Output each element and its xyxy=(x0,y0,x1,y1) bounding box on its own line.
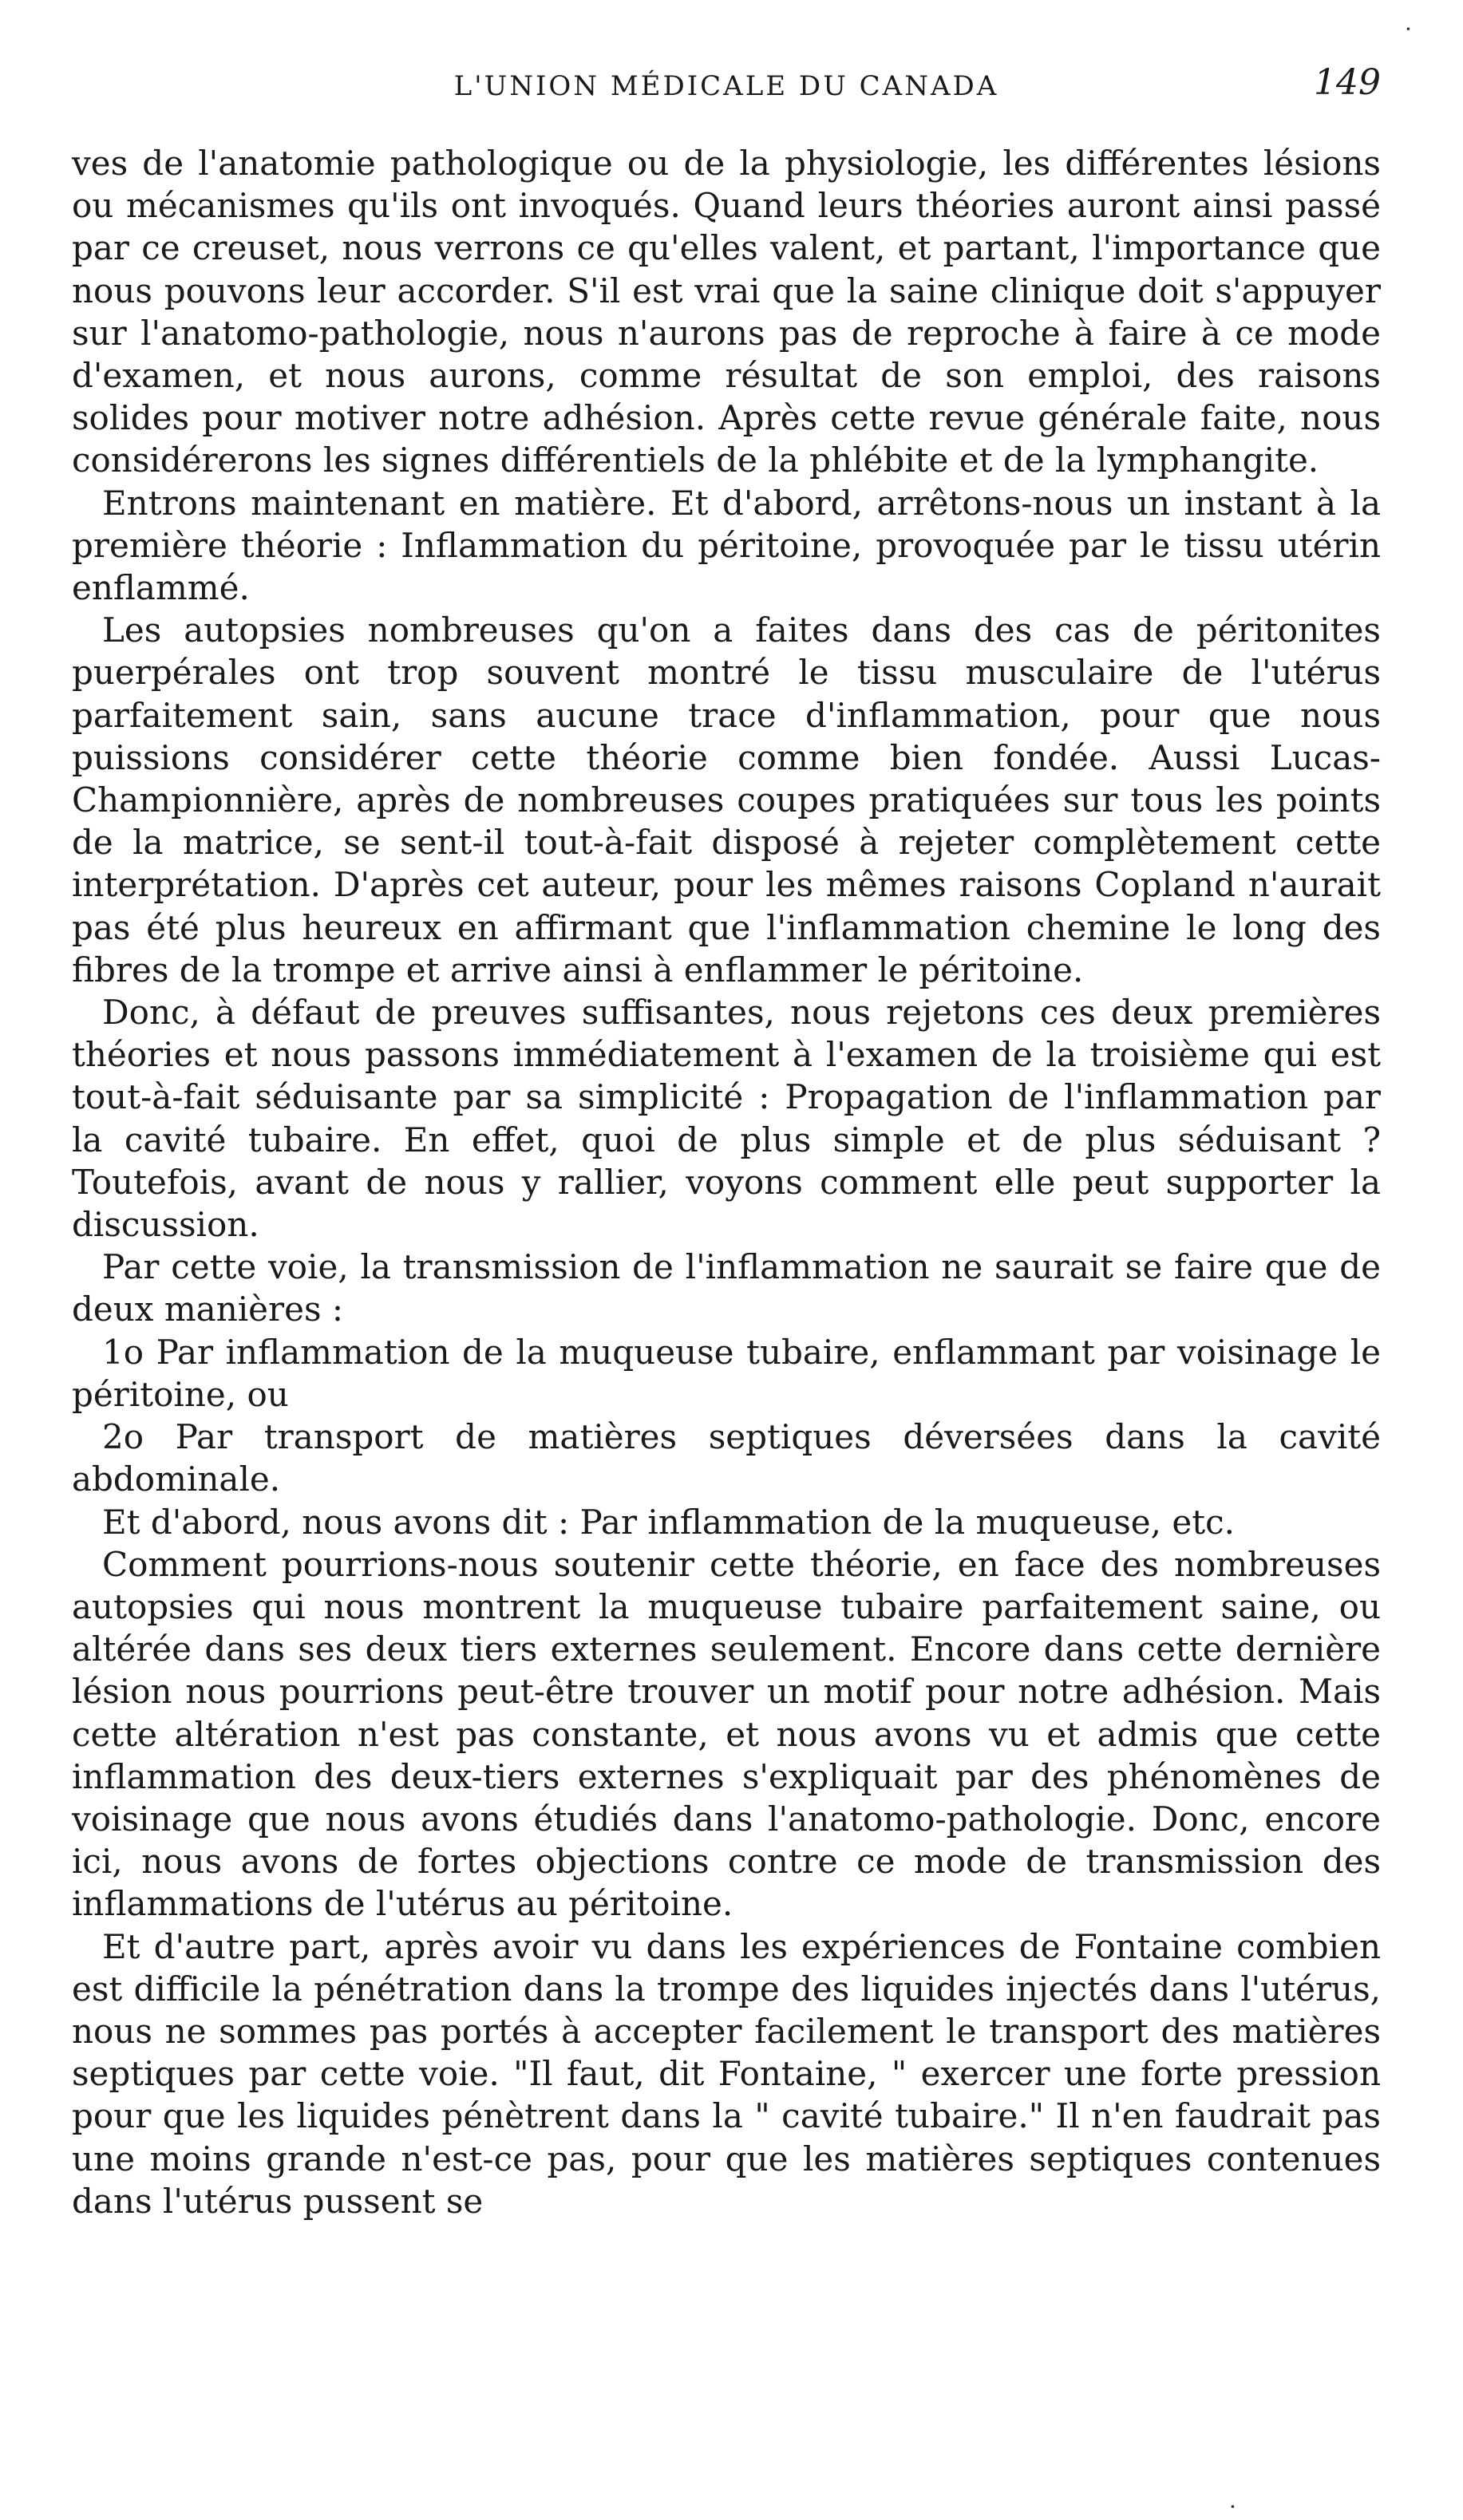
page-number: 149 xyxy=(1314,62,1381,103)
paragraph: Comment pourrions-nous soutenir cette théorie, en face des nombreuses autopsies qui nous montrent la muqueuse tubaire parfaitement saine, ou altérée dans ses deux tiers externes seulement. Encore dans cette dernière lésion nous pourrions peut-être trouver un motif pour notre adhésion. Mais cette altération n'est pas constante, et nous avons vu et admis que cette inflammation des deux-tiers externes s'expliquait par des phénomènes de voisinage que nous avons étudiés dans l'anatomo-pathologie. Donc, encore ici, nous avons de fortes objections contre ce mode de transmission des inflammations de l'utérus au péritoine. xyxy=(72,1544,1381,1924)
body-text xyxy=(72,142,1381,2222)
scan-speck: · xyxy=(1405,16,1412,42)
paragraph: Et d'abord, nous avons dit : Par inflammation de la muqueuse, etc. xyxy=(102,1502,1235,1542)
numbered-item: 2o Par transport de matières septiques déversées dans la cavité abdominale. xyxy=(72,1417,1381,1499)
paragraph: Entrons maintenant en matière. Et d'abord, arrêtons-nous un instant à la première théorie : Inflammation du péritoine, provoquée par le tissu utérin enflammé. xyxy=(72,483,1381,608)
running-head xyxy=(72,62,1381,110)
numbered-item: 1o Par inflammation de la muqueuse tubaire, enflammant par voisinage le péritoine, ou xyxy=(72,1332,1381,1414)
paragraph: Par cette voie, la transmission de l'inflammation ne saurait se faire que de deux manières : xyxy=(72,1247,1381,1329)
paragraph-continuation: ves de l'anatomie pathologique ou de la physiologie, les différentes lésions ou mécanismes qu'ils ont invoqués. Quand leurs théories auront ainsi passé par ce creuset, nous verrons ce qu'elles valent, et partant, l'importance que nous pouvons leur accorder. S'il est vrai que la saine clinique doit s'appuyer sur l'anatomo-pathologie, nous n'aurons pas de reproche à faire à ce mode d'examen, et nous aurons, comme résultat de son emploi, des raisons solides pour motiver notre adhésion. Après cette revue générale faite, nous considérerons les signes différentiels de la phlébite et de la lymphangite. xyxy=(72,144,1381,480)
journal-title: L'UNION MÉDICALE DU CANADA xyxy=(453,70,999,102)
paragraph: Et d'autre part, après avoir vu dans les expériences de Fontaine combien est difficile la pénétration dans la trompe des liquides injectés dans l'utérus, nous ne sommes pas portés à accepter facilement le transport des matières septiques par cette voie. "Il faut, dit Fontaine, " exercer une forte pression pour que les liquides pénètrent dans la " cavité tubaire." Il n'en faudrait pas une moins grande n'est-ce pas, pour que les matières septiques contenues dans l'utérus pussent se xyxy=(72,1926,1381,2221)
paragraph: Donc, à défaut de preuves suffisantes, nous rejetons ces deux premières théories et nous passons immédiatement à l'examen de la troisième qui est tout-à-fait séduisante par sa simplicité : Propagation de l'inflammation par la cavité tubaire. En effet, quoi de plus simple et de plus séduisant ? Toutefois, avant de nous y rallier, voyons comment elle peut supporter la discussion. xyxy=(72,993,1381,1245)
scan-speck: · xyxy=(1229,2494,1236,2520)
paragraph: Les autopsies nombreuses qu'on a faites dans des cas de péritonites puerpérales ont trop souvent montré le tissu musculaire de l'utérus parfaitement sain, sans aucune trace d'inflammation, pour que nous puissions considérer cette théorie comme bien fondée. Aussi Lucas-Championnière, après de nombreuses coupes pratiquées sur tous les points de la matrice, se sent-il tout-à-fait disposé à rejeter complètement cette interprétation. D'après cet auteur, pour les mêmes raisons Copland n'aurait pas été plus heureux en affirmant que l'inflammation chemine le long des fibres de la trompe et arrive ainsi à enflammer le péritoine. xyxy=(72,610,1381,989)
